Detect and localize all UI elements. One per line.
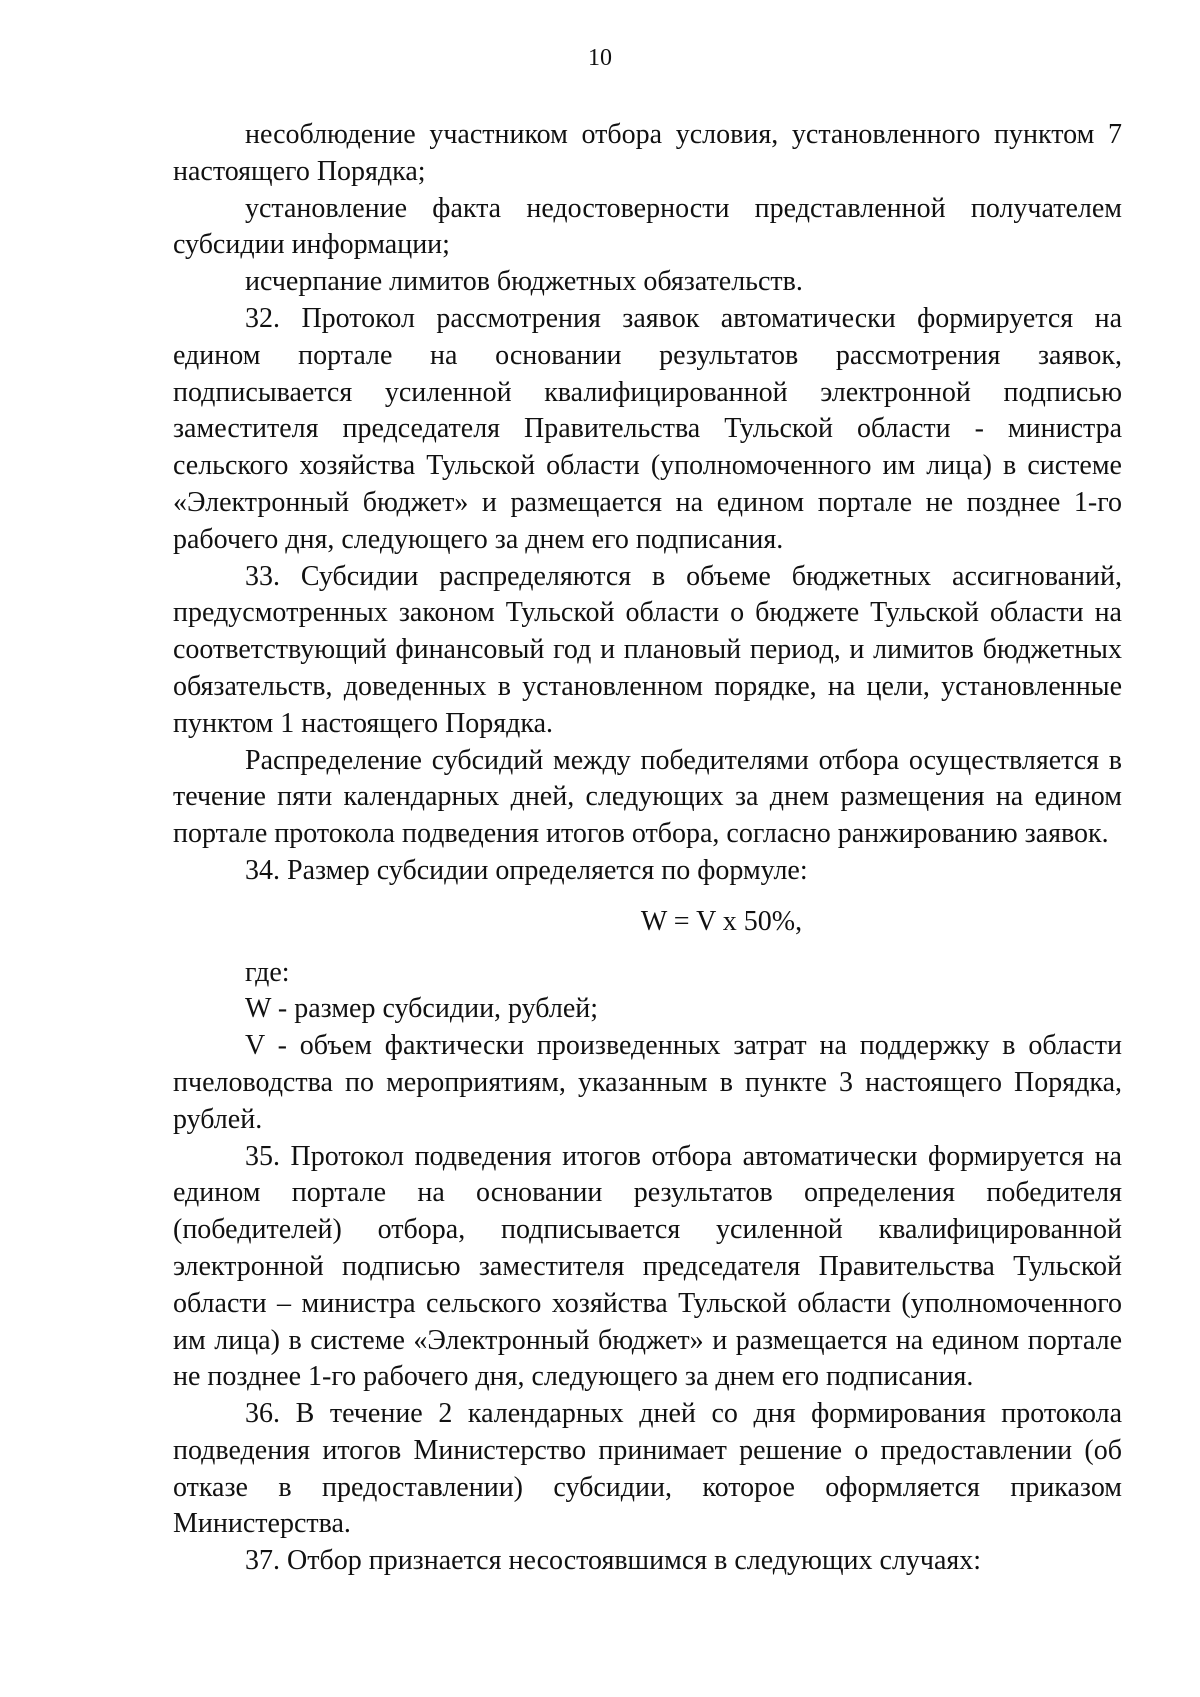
subsidy-formula: W = V x 50%,	[640, 905, 803, 937]
where-label: где:	[245, 956, 290, 988]
paragraph-32: 32. Протокол рассмотрения заявок автоматически формируется на едином портале на основании результатов рассмотрения заявок, подписывается усиленной квалифицированной электронной подписью заместителя председателя Правительства Тульской области - министра сельского хозяйства Тульской области (уполномоченного им лица) в системе «Электронный бюджет» и размещается на едином портале не позднее 1-го рабочего дня, следующего за днем его подписания.	[173, 302, 1122, 555]
paragraph-false-information: установление факта недостоверности представленной получателем субсидии информации;	[173, 192, 1122, 261]
definition-w: W - размер субсидии, рублей;	[245, 993, 599, 1025]
paragraph-distribution: Распределение субсидий между победителями отбора осуществляется в течение пяти календарных дней, следующих за днем размещения на едином портале протокола подведения итогов отбора, согласно ранжированию заявок.	[173, 744, 1122, 850]
page-number: 10	[588, 45, 612, 71]
definition-v: V - объем фактически произведенных затрат на поддержку в области пчеловодства по мероприятиям, указанным в пункте 3 настоящего Порядка, рублей.	[173, 1030, 1122, 1135]
paragraph-condition-violation: несоблюдение участником отбора условия, установленного пунктом 7 настоящего Порядка;	[173, 119, 1122, 187]
paragraph-34: 34. Размер субсидии определяется по формуле:	[245, 854, 808, 886]
document-body	[173, 117, 1122, 1580]
paragraph-33: 33. Субсидии распределяются в объеме бюджетных ассигнований, предусмотренных законом Тульской области о бюджете Тульской области на соответствующий финансовый год и плановый период, и лимитов бюджетных обязательств, доведенных в установленном порядке, на цели, установленные пунктом 1 настоящего Порядка.	[173, 560, 1122, 739]
paragraph-36: 36. В течение 2 календарных дней со дня формирования протокола подведения итогов Министерство принимает решение о предоставлении (об отказе в предоставлении) субсидии, которое оформляется приказом Министерства.	[173, 1398, 1122, 1540]
paragraph-35: 35. Протокол подведения итогов отбора автоматически формируется на едином портале на основании результатов определения победителя (победителей) отбора, подписывается усиленной квалифицированной электронной подписью заместителя председателя Правительства Тульской области – министра сельского хозяйства Тульской области (уполномоченного им лица) в системе «Электронный бюджет» и размещается на едином портале не позднее 1-го рабочего дня, следующего за днем его подписания.	[173, 1140, 1122, 1393]
paragraph-37: 37. Отбор признается несостоявшимся в следующих случаях:	[245, 1545, 982, 1577]
paragraph-limits-exhausted: исчерпание лимитов бюджетных обязательств.	[245, 266, 803, 298]
